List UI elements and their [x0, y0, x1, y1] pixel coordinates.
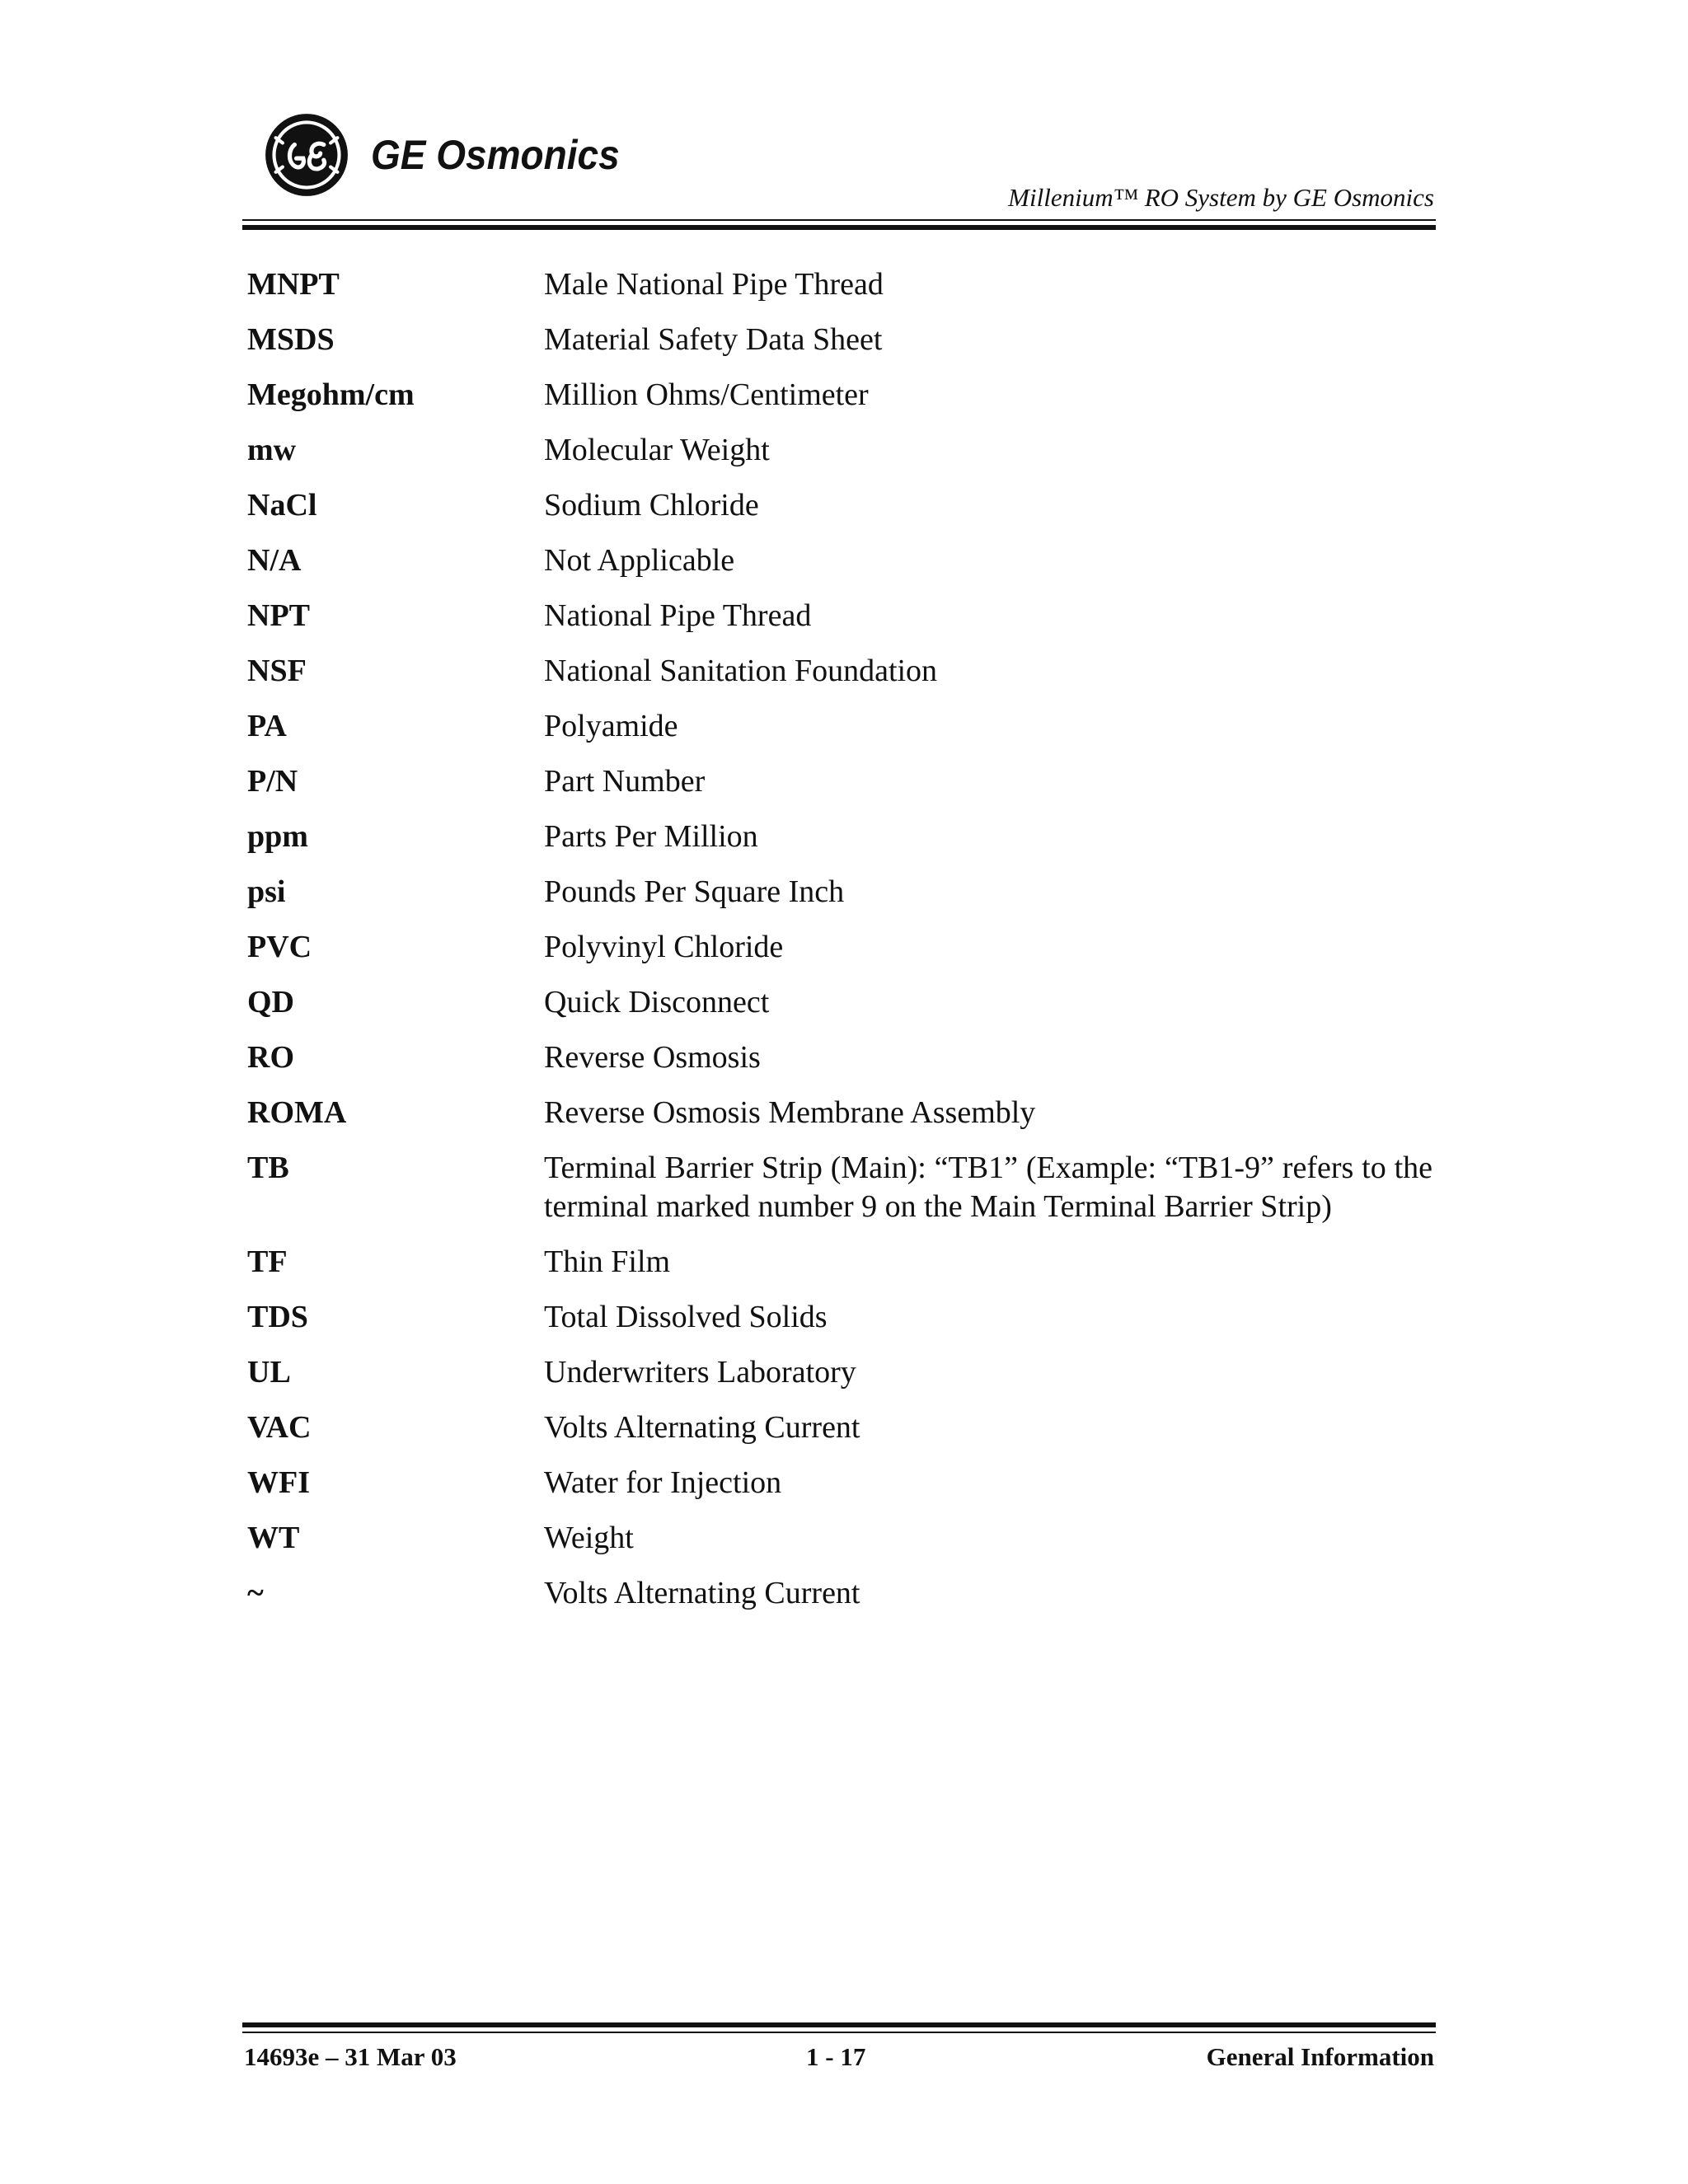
- glossary-definition: Reverse Osmosis Membrane Assembly: [544, 1095, 1036, 1130]
- glossary-entry: [247, 541, 1432, 580]
- glossary-definition: Reverse Osmosis: [544, 1040, 761, 1075]
- glossary-term: P/N: [247, 764, 298, 799]
- glossary-entry: [247, 818, 1432, 856]
- glossary-definition: Parts Per Million: [544, 819, 758, 854]
- glossary-entry: [247, 376, 1432, 415]
- glossary-entry: [247, 873, 1432, 912]
- glossary-term: NaCl: [247, 488, 317, 523]
- glossary-term: WT: [247, 1521, 300, 1555]
- glossary-term: QD: [247, 985, 294, 1019]
- glossary-entry: [247, 1149, 1432, 1226]
- glossary-term: WFI: [247, 1465, 310, 1500]
- header-rule-thick: [242, 225, 1436, 230]
- glossary-definition: Weight: [544, 1521, 634, 1555]
- page-footer: [244, 2042, 1434, 2080]
- glossary-definition: Polyamide: [544, 709, 678, 743]
- footer-rule-thick: [242, 2022, 1436, 2027]
- glossary-definition: Million Ohms/Centimeter: [544, 377, 869, 412]
- ge-monogram-icon: [264, 112, 349, 198]
- glossary-entry: [247, 265, 1432, 304]
- glossary-entry: [247, 1408, 1432, 1447]
- header-subtitle: Millenium™ RO System by GE Osmonics: [1008, 183, 1434, 212]
- glossary-term: MSDS: [247, 322, 335, 357]
- glossary-entry: [247, 1094, 1432, 1132]
- footer-rule-thin: [242, 2032, 1436, 2033]
- glossary-term: ~: [247, 1576, 264, 1610]
- glossary-entry: [247, 707, 1432, 746]
- glossary-term: PVC: [247, 930, 312, 964]
- glossary-term: NPT: [247, 598, 310, 633]
- glossary-term: PA: [247, 709, 287, 743]
- glossary-definition: Volts Alternating Current: [544, 1576, 860, 1610]
- company-logo: [264, 112, 641, 198]
- glossary-definition: Total Dissolved Solids: [544, 1300, 828, 1334]
- glossary-list: [247, 265, 1432, 1629]
- glossary-entry: [247, 1464, 1432, 1502]
- glossary-definition: Not Applicable: [544, 543, 735, 578]
- glossary-term: NSF: [247, 654, 307, 688]
- glossary-entry: [247, 1298, 1432, 1337]
- glossary-entry: [247, 652, 1432, 691]
- glossary-definition: Quick Disconnect: [544, 985, 770, 1019]
- glossary-definition: Water for Injection: [544, 1465, 782, 1500]
- glossary-definition: Terminal Barrier Strip (Main): “TB1” (Example: “TB1-9” refers to the terminal marked number 9 on the Main Terminal Barrier Strip): [544, 1151, 1432, 1224]
- footer-page-number: 1 - 17: [806, 2042, 866, 2071]
- glossary-term: RO: [247, 1040, 294, 1075]
- glossary-term: N/A: [247, 543, 302, 578]
- glossary-term: TDS: [247, 1300, 308, 1334]
- glossary-entry: [247, 762, 1432, 801]
- glossary-definition: Part Number: [544, 764, 706, 799]
- glossary-term: VAC: [247, 1410, 312, 1445]
- glossary-term: Megohm/cm: [247, 377, 415, 412]
- glossary-term: mw: [247, 433, 297, 467]
- glossary-definition: Thin Film: [544, 1244, 671, 1279]
- logo-text: GE Osmonics: [371, 132, 620, 178]
- glossary-entry: [247, 1574, 1432, 1613]
- glossary-entry: [247, 983, 1432, 1022]
- glossary-entry: [247, 1519, 1432, 1558]
- glossary-definition: Sodium Chloride: [544, 488, 759, 523]
- glossary-entry: [247, 321, 1432, 359]
- glossary-definition: National Sanitation Foundation: [544, 654, 938, 688]
- glossary-definition: Volts Alternating Current: [544, 1410, 860, 1445]
- glossary-term: MNPT: [247, 267, 340, 302]
- glossary-term: UL: [247, 1355, 291, 1390]
- glossary-entry: [247, 928, 1432, 967]
- glossary-term: ppm: [247, 819, 308, 854]
- header-rule-thin: [242, 219, 1436, 221]
- glossary-definition: Molecular Weight: [544, 433, 770, 467]
- glossary-definition: Male National Pipe Thread: [544, 267, 884, 302]
- glossary-term: TF: [247, 1244, 288, 1279]
- footer-section-title: General Information: [1206, 2042, 1434, 2071]
- glossary-entry: [247, 597, 1432, 635]
- glossary-term: ROMA: [247, 1095, 347, 1130]
- glossary-entry: [247, 1038, 1432, 1077]
- glossary-term: TB: [247, 1151, 289, 1185]
- glossary-definition: Material Safety Data Sheet: [544, 322, 883, 357]
- glossary-entry: [247, 486, 1432, 525]
- glossary-definition: National Pipe Thread: [544, 598, 812, 633]
- glossary-definition: Pounds Per Square Inch: [544, 874, 845, 909]
- footer-doc-id: 14693e – 31 Mar 03: [244, 2042, 457, 2071]
- glossary-entry: [247, 1243, 1432, 1282]
- glossary-entry: [247, 1353, 1432, 1392]
- glossary-entry: [247, 431, 1432, 470]
- glossary-definition: Underwriters Laboratory: [544, 1355, 856, 1390]
- glossary-definition: Polyvinyl Chloride: [544, 930, 784, 964]
- glossary-term: psi: [247, 874, 286, 909]
